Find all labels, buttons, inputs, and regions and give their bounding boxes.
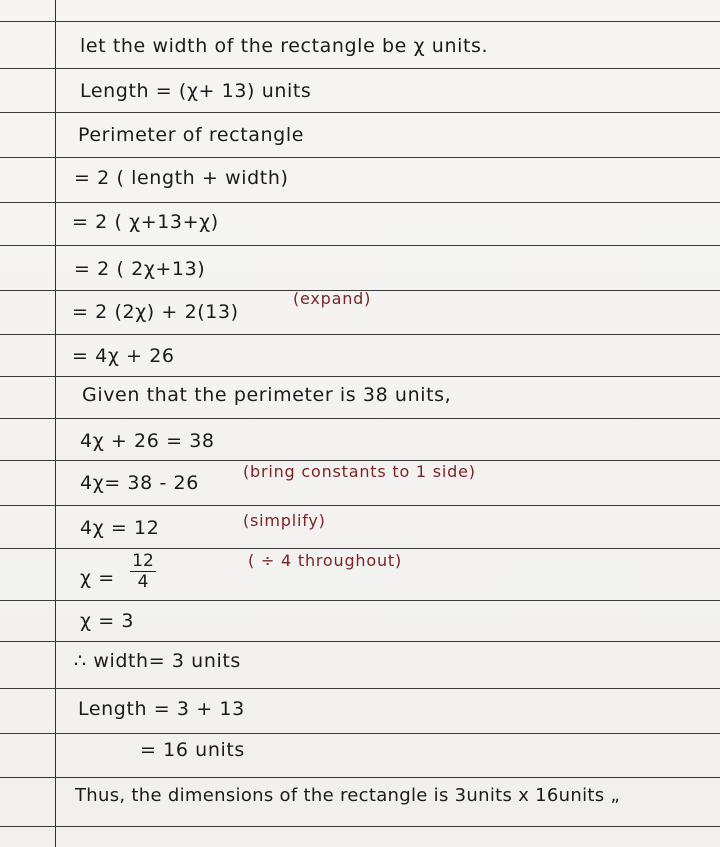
line-equation: 4χ + 26 = 38 — [80, 430, 215, 452]
ruled-line — [0, 460, 720, 461]
line-length-result: = 16 units — [140, 739, 245, 761]
line-conclusion: Thus, the dimensions of the rectangle is 3units x 16units „ — [75, 785, 621, 806]
line-width-result: ∴ width= 3 units — [74, 650, 241, 672]
ruled-line — [0, 688, 720, 689]
line-simplify: 4χ = 12 — [80, 517, 160, 539]
note-bring-constants: (bring constants to 1 side) — [243, 462, 476, 481]
ruled-line — [0, 505, 720, 506]
ruled-line — [0, 334, 720, 335]
ruled-line — [0, 733, 720, 734]
line-perimeter-heading: Perimeter of rectangle — [78, 124, 304, 146]
line-expand: = 2 (2χ) + 2(13) — [72, 301, 239, 323]
line-combine: = 2 ( 2χ+13) — [74, 258, 206, 280]
ruled-line — [0, 112, 720, 113]
ruled-line — [0, 641, 720, 642]
ruled-line — [0, 826, 720, 827]
ruled-line — [0, 418, 720, 419]
line-perimeter-formula: = 2 ( length + width) — [74, 167, 289, 189]
line-substitute: = 2 ( χ+13+χ) — [72, 211, 219, 233]
margin-line — [55, 0, 56, 847]
line-x-equals: χ = — [80, 567, 115, 589]
ruled-line — [0, 68, 720, 69]
line-length-expression: Length = (χ+ 13) units — [80, 80, 312, 102]
ruled-line — [0, 600, 720, 601]
ruled-line — [0, 245, 720, 246]
ruled-line — [0, 202, 720, 203]
line-simplified: = 4χ + 26 — [72, 345, 175, 367]
line-let-width: let the width of the rectangle be χ units. — [80, 35, 489, 57]
line-x-value: χ = 3 — [80, 610, 135, 632]
ruled-line — [0, 376, 720, 377]
fraction-numerator: 12 — [132, 551, 154, 571]
fraction-denominator: 4 — [137, 572, 149, 592]
note-simplify: (simplify) — [243, 511, 326, 530]
note-divide: ( ÷ 4 throughout) — [248, 551, 402, 570]
fraction-12-over-4 — [130, 552, 156, 591]
ruled-line — [0, 157, 720, 158]
note-expand: (expand) — [293, 289, 372, 308]
line-length-sum: Length = 3 + 13 — [78, 698, 245, 720]
ruled-line — [0, 21, 720, 22]
ruled-line — [0, 548, 720, 549]
line-rearrange: 4χ= 38 - 26 — [80, 472, 199, 494]
ruled-line — [0, 777, 720, 778]
line-given-perimeter: Given that the perimeter is 38 units, — [82, 384, 452, 406]
